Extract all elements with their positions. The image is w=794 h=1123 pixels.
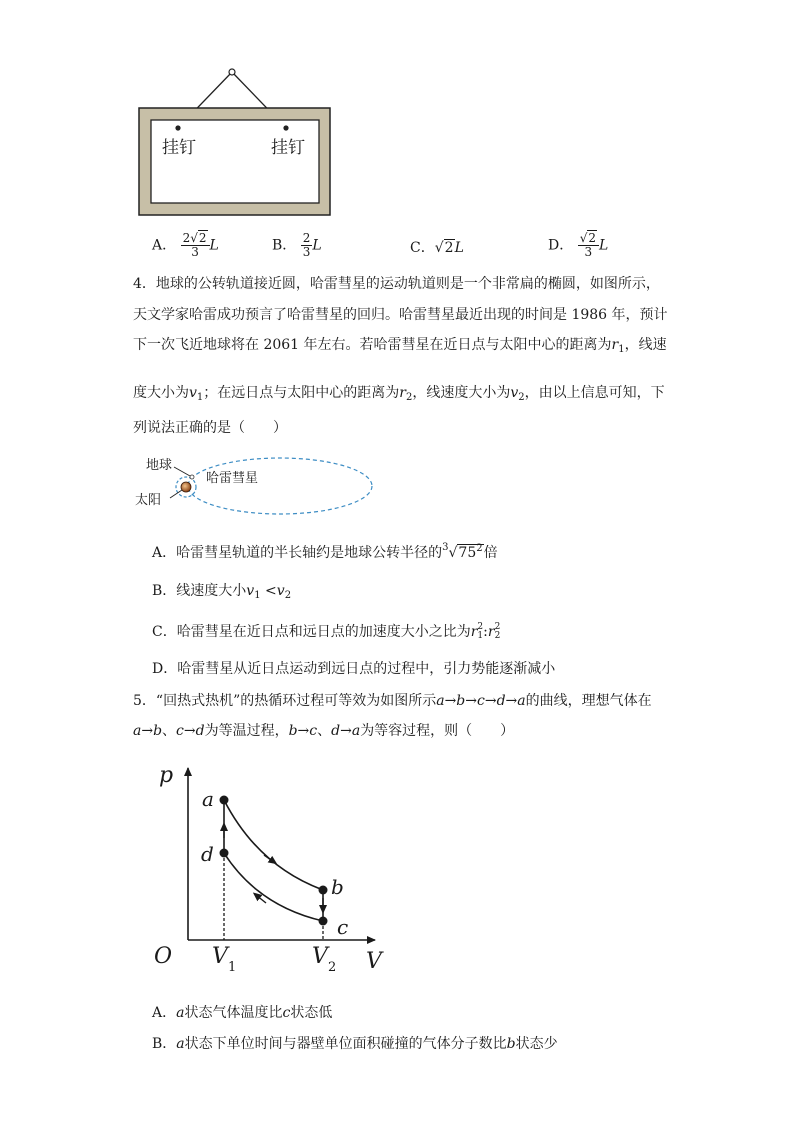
nail-left-label: 挂钉: [162, 138, 196, 158]
arrow-a-to-b: [264, 855, 274, 862]
q3-option-b: B． $\frac{2}{3}$ L: [272, 231, 322, 259]
process-a-to-b: [224, 800, 323, 890]
q4-stem-line4: 度大小为$v_1$；在远日点与太阳中心的距离为$r_2$，线速度大小为$v_2$，由以上信息可知，下: [133, 385, 665, 403]
point-b: [319, 886, 328, 895]
v1-sub: 1: [228, 960, 237, 975]
picture-frame-figure: [130, 60, 345, 225]
comet-orbit: [188, 458, 372, 514]
v2-sub: 2: [328, 960, 337, 975]
earth-icon: [190, 475, 194, 479]
point-d-label: d: [201, 842, 214, 866]
q4-option-d: D．哈雷彗星从近日点运动到远日点的过程中，引力势能逐渐减小: [152, 661, 556, 677]
nail-left: [175, 125, 180, 130]
comet-label: 哈雷彗星: [206, 471, 259, 486]
point-c: [319, 917, 328, 926]
v1-label: V: [212, 944, 228, 969]
origin-label: O: [154, 944, 173, 969]
q5-stem-line2: a→b、c→d为等温过程，b→c、d→a为等容过程，则（ ）: [133, 723, 515, 739]
q3-option-c: C．√2L: [410, 240, 464, 256]
point-d: [220, 849, 229, 858]
nail-right: [283, 125, 288, 130]
q4-stem-line2: 天文学家哈雷成功预言了哈雷彗星的回归。哈雷彗星最近出现的时间是 1986 年，预计: [133, 307, 668, 323]
sun-pointer: [170, 490, 182, 498]
q4-stem-line5: 列说法正确的是（ ）: [133, 420, 287, 436]
q3-option-a: A． $\frac{2√2}{3}$ L: [152, 231, 219, 259]
point-b-label: b: [331, 875, 344, 899]
frame-canvas: [151, 120, 319, 203]
q3-option-a-fraction: $\frac{2√2}{3}$: [181, 232, 210, 259]
q4-stem-line1: 4．地球的公转轨道接近圆，哈雷彗星的运动轨道则是一个非常扁的椭圆，如图所示，: [133, 276, 660, 292]
p-axis-label: p: [159, 763, 174, 788]
q4-option-c: C．哈雷彗星在近日点和远日点的加速度大小之比为r 2 1 :r 2 2: [152, 622, 501, 641]
point-c-label: c: [337, 915, 349, 939]
earth-label: 地球: [146, 458, 173, 473]
earth-pointer: [174, 467, 190, 476]
q5-option-a: A．a状态气体温度比c状态低: [152, 1005, 333, 1021]
q3-option-d: D． $\frac{√2}{3}$ L: [548, 231, 609, 259]
halley-orbit-figure: [132, 452, 382, 522]
hook-point: [229, 69, 235, 75]
process-c-to-d: [224, 853, 323, 921]
v-axis-label: V: [366, 949, 382, 974]
sun-label: 太阳: [135, 493, 162, 508]
q4-option-a: A．哈雷彗星轨道的半长轴约是地球公转半径的$^3√75^2$倍: [152, 542, 498, 561]
point-a-label: a: [202, 787, 214, 811]
q5-stem-line1: 5．“回热式热机”的热循环过程可等效为如图所示a→b→c→d→a的曲线，理想气体在: [133, 693, 652, 709]
point-a: [220, 796, 229, 805]
v2-label: V: [312, 944, 328, 969]
pv-diagram: [150, 758, 390, 983]
sun-icon: [181, 482, 191, 492]
q4-option-b: B．线速度大小$v_1 <v_2$: [152, 583, 292, 601]
q4-stem-line3: 下一次飞近地球将在 2061 年左右。若哈雷彗星在近日点与太阳中心的距离为$r_1$，线速: [133, 337, 667, 355]
q3-option-d-fraction: $\frac{√2}{3}$: [578, 232, 599, 259]
q5-option-b: B．a状态下单位时间与器壁单位面积碰撞的气体分子数比b状态少: [152, 1036, 558, 1052]
q3-option-b-fraction: $\frac{2}{3}$: [302, 231, 311, 259]
nail-right-label: 挂钉: [271, 138, 305, 158]
